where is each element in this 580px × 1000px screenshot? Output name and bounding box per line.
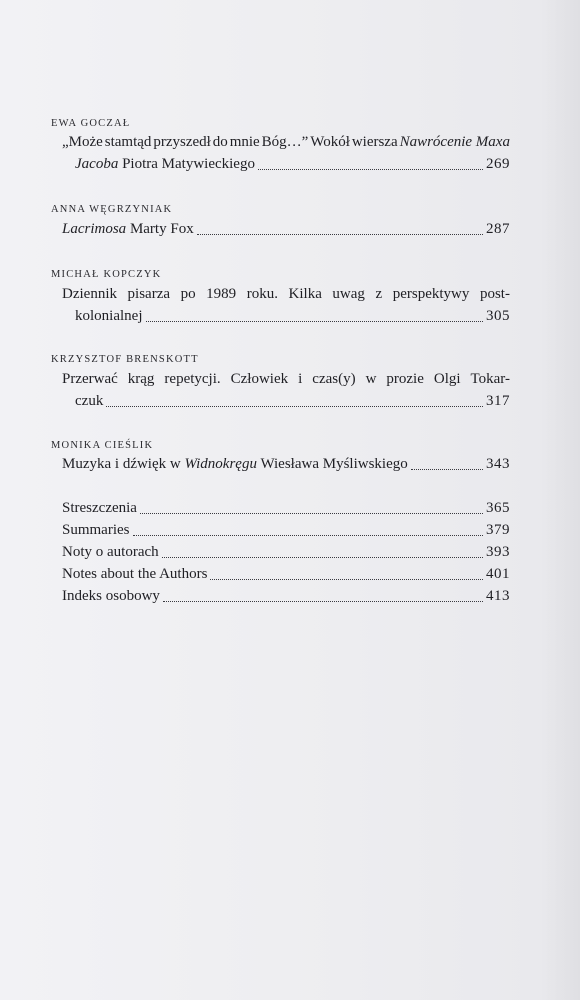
title-word: repetycji. xyxy=(164,371,221,387)
backmatter-label: Streszczenia xyxy=(62,500,137,516)
entry-title-line[interactable] xyxy=(62,218,510,240)
page-number: 401 xyxy=(486,566,510,582)
title-word: po xyxy=(180,286,196,302)
entry-title-line xyxy=(62,368,510,390)
page-number: 393 xyxy=(486,544,510,560)
backmatter-label: Notes about the Authors xyxy=(62,566,208,582)
title-text xyxy=(75,153,255,175)
title-text: kolonialnej xyxy=(75,308,143,324)
dot-leader xyxy=(411,454,483,470)
page-number: 269 xyxy=(486,156,510,172)
entry-title-line[interactable] xyxy=(62,453,510,475)
title-word: czas(y) xyxy=(312,371,356,387)
title-word: Bóg…” xyxy=(261,134,309,150)
backmatter-item[interactable] xyxy=(62,541,510,563)
title-word: prozie xyxy=(386,371,424,387)
entry-title-continuation[interactable] xyxy=(75,305,510,327)
title-word: uwag xyxy=(332,286,365,302)
title-word: Tokar- xyxy=(470,371,510,387)
backmatter-label: Indeks osobowy xyxy=(62,588,160,604)
title-text-a: Muzyka i dźwięk w xyxy=(62,456,185,472)
title-word: i xyxy=(298,371,303,387)
title-word: w xyxy=(365,371,377,387)
dot-leader xyxy=(162,542,483,558)
backmatter-label: Noty o autorach xyxy=(62,544,159,560)
dot-leader xyxy=(140,498,483,514)
entry-author: KRZYSZTOF BRENSKOTT xyxy=(51,354,199,365)
dot-leader xyxy=(106,391,483,407)
title-italic: Jacoba xyxy=(75,156,119,172)
page-number: 365 xyxy=(486,500,510,516)
title-text: czuk xyxy=(75,393,104,409)
entry-title-line xyxy=(62,283,510,305)
backmatter-item[interactable] xyxy=(62,585,510,607)
backmatter-item[interactable] xyxy=(62,497,510,519)
title-word: perspektywy xyxy=(392,286,470,302)
title-italic: Lacrimosa xyxy=(62,221,127,237)
title-word: Kilka xyxy=(288,286,322,302)
title-word: Dziennik xyxy=(62,286,117,302)
entry-author: EWA GOCZAŁ xyxy=(51,118,131,129)
title-word: Człowiek xyxy=(230,371,289,387)
title-word: „Może xyxy=(62,134,103,150)
entry-author: MONIKA CIEŚLIK xyxy=(51,440,154,451)
title-word: mnie xyxy=(229,134,260,150)
dot-leader xyxy=(163,586,483,602)
title-word: do xyxy=(212,134,228,150)
title-word: przyszedł xyxy=(153,134,211,150)
backmatter-label: Summaries xyxy=(62,522,130,538)
title-word: krąg xyxy=(127,371,155,387)
backmatter-item[interactable] xyxy=(62,563,510,585)
title-text xyxy=(62,218,194,240)
dot-leader xyxy=(146,306,484,322)
backmatter-item[interactable] xyxy=(62,519,510,541)
dot-leader xyxy=(210,564,483,580)
title-text-rest: Piotra Matywieckiego xyxy=(118,156,255,172)
title-word: wiersza xyxy=(351,134,398,150)
entry-author: MICHAŁ KOPCZYK xyxy=(51,269,162,280)
dot-leader xyxy=(258,154,483,170)
title-text-b: Wiesława Myśliwskiego xyxy=(256,456,408,472)
page-number: 287 xyxy=(486,221,510,237)
entry-title-continuation[interactable] xyxy=(75,153,510,175)
title-word: 1989 xyxy=(206,286,237,302)
title-word: Przerwać xyxy=(62,371,118,387)
dot-leader xyxy=(133,520,484,536)
title-word: roku. xyxy=(246,286,278,302)
page-number: 317 xyxy=(486,393,510,409)
entry-author: ANNA WĘGRZYNIAK xyxy=(51,204,173,215)
page-number: 343 xyxy=(486,456,510,472)
entry-title-line xyxy=(62,131,510,153)
title-word: Olgi xyxy=(433,371,461,387)
title-italic: Nawrócenie Maxa xyxy=(399,134,510,150)
page-number: 379 xyxy=(486,522,510,538)
dot-leader xyxy=(197,219,483,235)
title-word: post- xyxy=(479,286,510,302)
title-word: Wokół xyxy=(310,134,350,150)
entry-title-continuation[interactable] xyxy=(75,390,510,412)
title-word: pisarza xyxy=(127,286,171,302)
page-number: 413 xyxy=(486,588,510,604)
title-italic: Widnokręgu xyxy=(184,456,257,472)
title-word: z xyxy=(375,286,383,302)
page-edge-shadow xyxy=(540,0,580,1000)
page-number: 305 xyxy=(486,308,510,324)
title-text xyxy=(62,453,408,475)
title-word: stamtąd xyxy=(104,134,152,150)
title-text-rest: Marty Fox xyxy=(126,221,194,237)
